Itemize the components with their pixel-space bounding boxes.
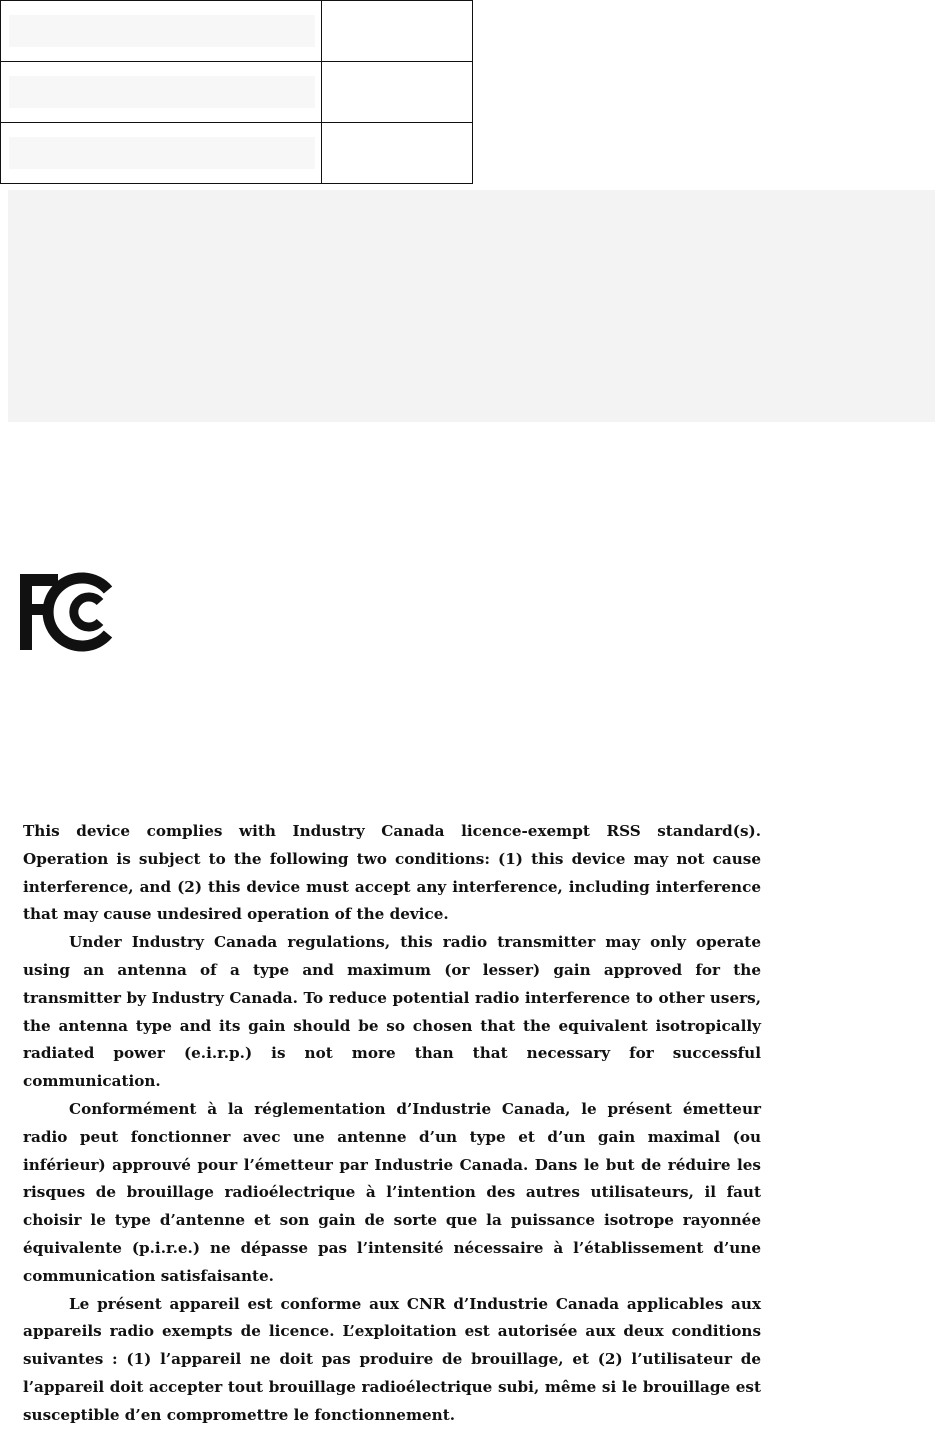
blank-field [9,137,315,169]
table-row [1,1,473,62]
spec-table [0,0,473,184]
table-row [1,123,473,184]
table-cell [322,62,473,123]
ic-compliance-notice [23,818,761,1430]
table-cell [1,1,322,62]
table-cell [322,1,473,62]
fcc-logo-icon [10,560,118,660]
blank-field [9,15,315,47]
notice-paragraph-fr-antenne: Conformément à la réglementation d’Industrie Canada, le présent émetteur radio peut fonctionner avec une antenne d’un type et d’un gain maximal (ou inférieur) approuvé pour l’émetteur par Industrie Canada. Dans le but de réduire les risques de brouillage radioélectrique à l’intention des autres utilisateurs, il faut choisir le type d’antenne et son gain de sorte que la puissance isotrope rayonnée équivalente (p.i.r.e.) ne dépasse pas l’intensité nécessaire à l’établissement d’une communication satisfaisante. [23,1099,761,1285]
table-cell [322,123,473,184]
table-cell [1,123,322,184]
blank-field [9,76,315,108]
notice-paragraph-ic-antenna: Under Industry Canada regulations, this radio transmitter may only operate using an antenna of a type and maximum (or lesser) gain approved for the transmitter by Industry Canada. To reduce potential radio interference to other users, the antenna type and its gain should be so chosen that the equivalent isotropically radiated power (e.i.r.p.) is not more than that necessary for successful communication. [23,933,761,1091]
blank-content-area [8,190,935,422]
notice-paragraph-fr-cnr: Le présent appareil est conforme aux CNR d’Industrie Canada applicables aux appareils radio exempts de licence. L’exploitation est autorisée aux deux conditions suivantes : (1) l’appareil ne doit pas produire de brouillage, et (2) l’utilisateur de l’appareil doit accepter tout brouillage radioélectrique subi, même si le brouillage est susceptible d’en compromettre le fonctionnement. [23,1294,761,1424]
notice-paragraph-ic-rss: This device complies with Industry Canada licence-exempt RSS standard(s). Operation is subject to the following two conditions: (1) this device may not cause interference, and (2) this device must accept any interference, including interference that may cause undesired operation of the device. [23,822,761,924]
table-cell [1,62,322,123]
table-row [1,62,473,123]
